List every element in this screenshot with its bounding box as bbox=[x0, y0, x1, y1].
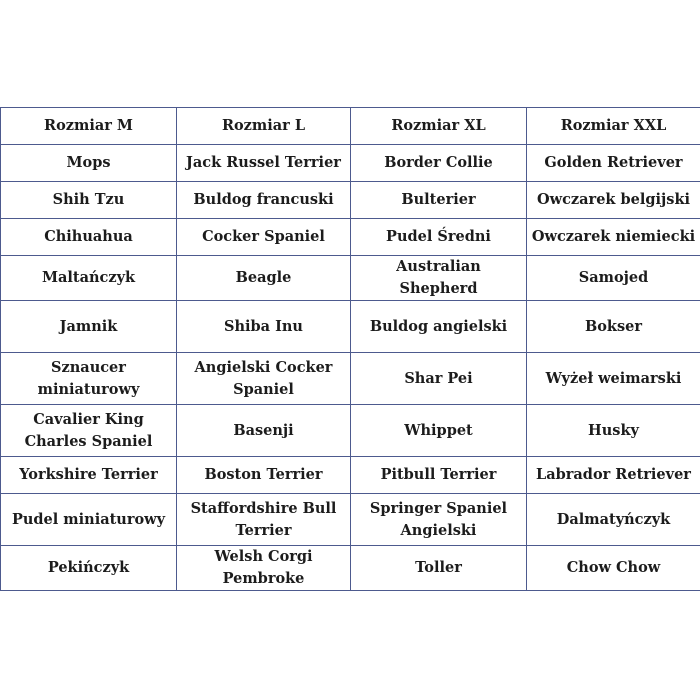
table-row bbox=[1, 405, 700, 457]
table-row bbox=[1, 301, 700, 353]
table-cell: Husky bbox=[527, 405, 700, 457]
table-cell: Pudel Średni bbox=[351, 219, 527, 256]
table-cell: Sznaucer miniaturowy bbox=[1, 353, 177, 405]
table-cell: Basenji bbox=[177, 405, 351, 457]
header-size-xxl: Rozmiar XXL bbox=[527, 108, 700, 145]
table-cell: Maltańczyk bbox=[1, 256, 177, 301]
table-cell: Angielski Cocker Spaniel bbox=[177, 353, 351, 405]
table-header bbox=[1, 108, 700, 145]
table-row bbox=[1, 546, 700, 591]
table-row bbox=[1, 219, 700, 256]
table-cell: Border Collie bbox=[351, 145, 527, 182]
table-row bbox=[1, 494, 700, 546]
table-row bbox=[1, 457, 700, 494]
table-cell: Pudel miniaturowy bbox=[1, 494, 177, 546]
table-cell: Chihuahua bbox=[1, 219, 177, 256]
table-cell: Mops bbox=[1, 145, 177, 182]
table-cell: Whippet bbox=[351, 405, 527, 457]
table-row bbox=[1, 145, 700, 182]
table-cell: Staffordshire Bull Terrier bbox=[177, 494, 351, 546]
table-cell: Cocker Spaniel bbox=[177, 219, 351, 256]
table-cell: Dalmatyńczyk bbox=[527, 494, 700, 546]
table-cell: Springer Spaniel Angielski bbox=[351, 494, 527, 546]
table-body bbox=[1, 145, 700, 591]
table-cell: Shar Pei bbox=[351, 353, 527, 405]
table-cell: Golden Retriever bbox=[527, 145, 700, 182]
table-cell: Labrador Retriever bbox=[527, 457, 700, 494]
table-cell: Owczarek niemiecki bbox=[527, 219, 700, 256]
table-row bbox=[1, 256, 700, 301]
table-cell: Boston Terrier bbox=[177, 457, 351, 494]
table-cell: Buldog francuski bbox=[177, 182, 351, 219]
table-cell: Shih Tzu bbox=[1, 182, 177, 219]
header-size-xl: Rozmiar XL bbox=[351, 108, 527, 145]
table-cell: Beagle bbox=[177, 256, 351, 301]
table-cell: Toller bbox=[351, 546, 527, 591]
header-size-m: Rozmiar M bbox=[1, 108, 177, 145]
table-cell: Pekińczyk bbox=[1, 546, 177, 591]
table-cell: Jack Russel Terrier bbox=[177, 145, 351, 182]
table-cell: Bokser bbox=[527, 301, 700, 353]
header-size-l: Rozmiar L bbox=[177, 108, 351, 145]
table-cell: Australian Shepherd bbox=[351, 256, 527, 301]
table-cell: Yorkshire Terrier bbox=[1, 457, 177, 494]
table-cell: Owczarek belgijski bbox=[527, 182, 700, 219]
table-row bbox=[1, 182, 700, 219]
table-cell: Samojed bbox=[527, 256, 700, 301]
table-cell: Buldog angielski bbox=[351, 301, 527, 353]
table-cell: Pitbull Terrier bbox=[351, 457, 527, 494]
table-row bbox=[1, 353, 700, 405]
table-cell: Bulterier bbox=[351, 182, 527, 219]
table-cell: Welsh Corgi Pembroke bbox=[177, 546, 351, 591]
table-cell: Jamnik bbox=[1, 301, 177, 353]
header-row bbox=[1, 108, 700, 145]
table-cell: Chow Chow bbox=[527, 546, 700, 591]
dog-size-table bbox=[0, 107, 700, 591]
table-cell: Cavalier King Charles Spaniel bbox=[1, 405, 177, 457]
table-cell: Shiba Inu bbox=[177, 301, 351, 353]
table-cell: Wyżeł weimarski bbox=[527, 353, 700, 405]
